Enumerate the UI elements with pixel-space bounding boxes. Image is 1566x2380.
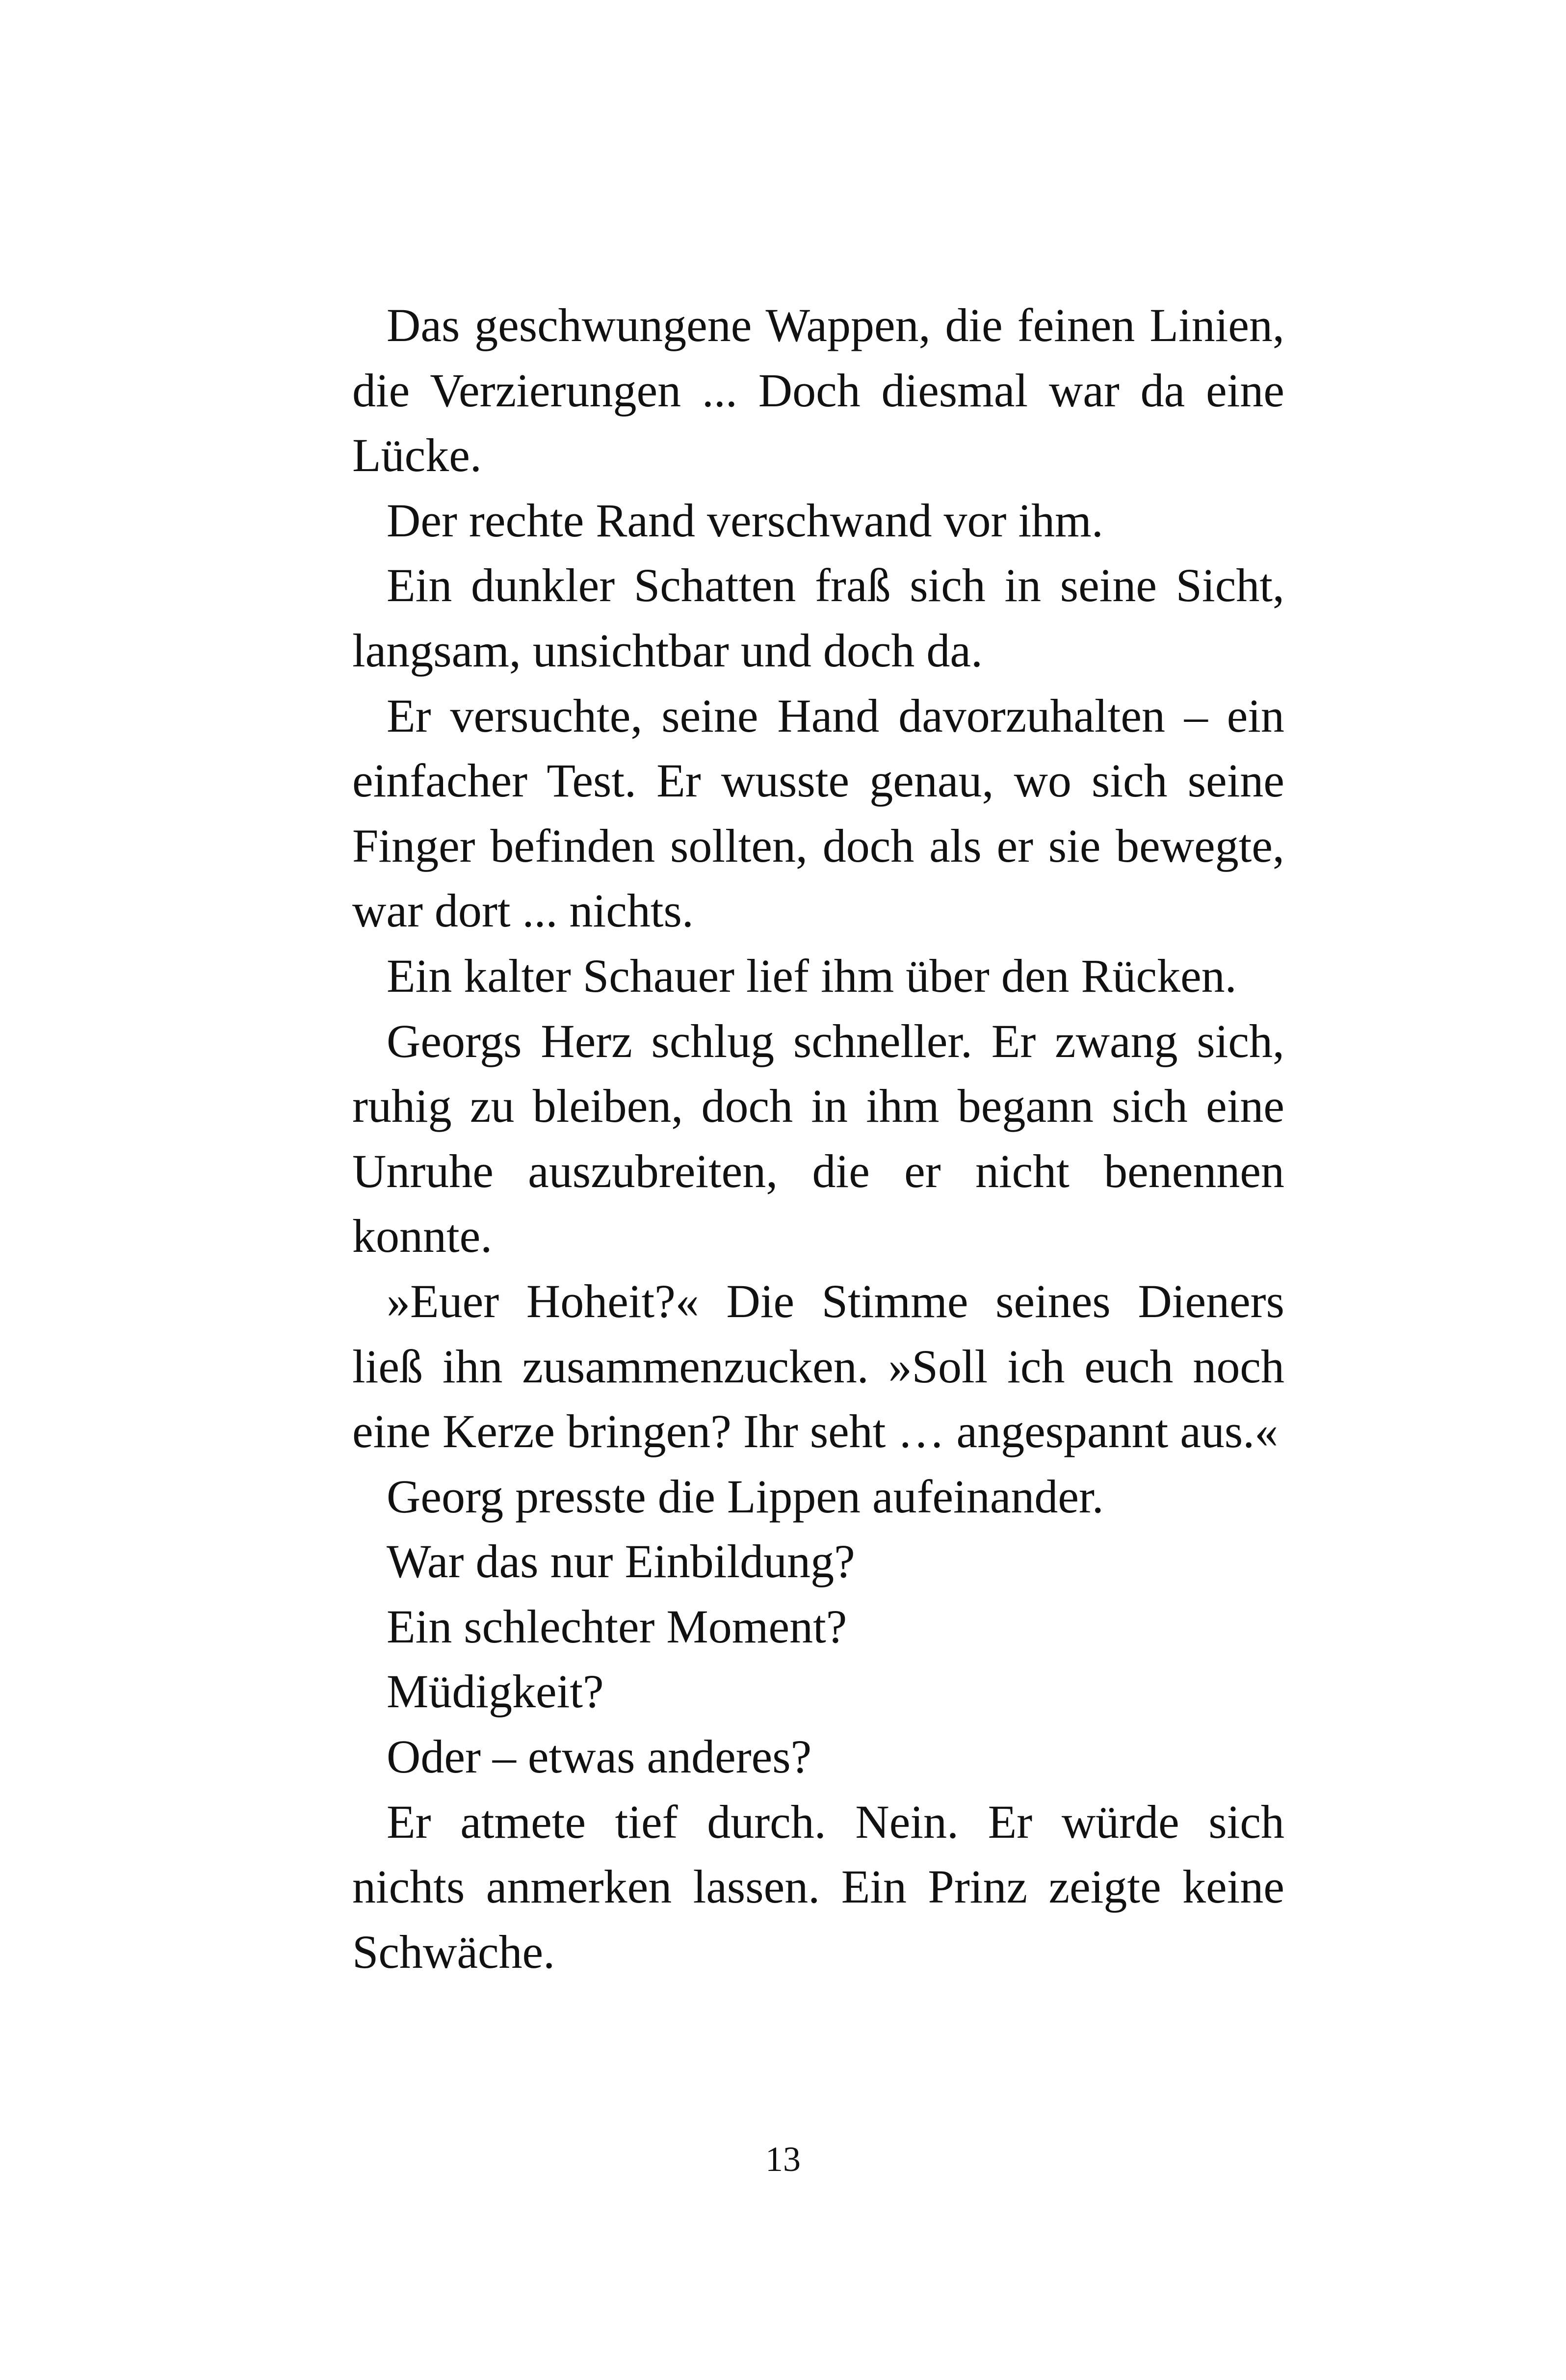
paragraph: Der rechte Rand verschwand vor ihm. bbox=[387, 494, 1103, 547]
body-text bbox=[352, 293, 1284, 1984]
paragraph: War das nur Einbildung? bbox=[387, 1535, 855, 1588]
paragraph: Er atmete tief durch. Nein. Er würde sich nichts anmerken lassen. Ein Prinz zeigte keine Schwäche. bbox=[352, 1795, 1284, 1978]
paragraph: Er versuchte, seine Hand davorzuhalten – ein einfacher Test. Er wusste genau, wo sich seine Finger befinden sollten, doch als er sie bewegte, war dort ... nichts. bbox=[352, 689, 1284, 937]
paragraph: Ein dunkler Schatten fraß sich in seine Sicht, langsam, unsichtbar und doch da. bbox=[352, 559, 1284, 677]
paragraph: Ein kalter Schauer lief ihm über den Rücken. bbox=[387, 949, 1237, 1002]
page-number: 13 bbox=[765, 2140, 801, 2179]
paragraph: Ein schlechter Moment? bbox=[387, 1600, 847, 1653]
paragraph: Oder – etwas anderes? bbox=[387, 1730, 812, 1783]
paragraph: »Euer Hoheit?« Die Stimme seines Dieners ließ ihn zusammenzucken. »Soll ich euch noch eine Kerze bringen? Ihr seht … angespannt aus.« bbox=[352, 1274, 1284, 1458]
paragraph: Georg presste die Lippen aufeinander. bbox=[387, 1470, 1104, 1523]
paragraph: Das geschwungene Wappen, die feinen Linien, die Verzierungen ... Doch diesmal war da eine Lücke. bbox=[352, 299, 1284, 482]
paragraph: Georgs Herz schlug schneller. Er zwang sich, ruhig zu bleiben, doch in ihm begann sich eine Unruhe auszubreiten, die er nicht benennen konnte. bbox=[352, 1014, 1284, 1263]
paragraph: Müdigkeit? bbox=[387, 1665, 604, 1718]
